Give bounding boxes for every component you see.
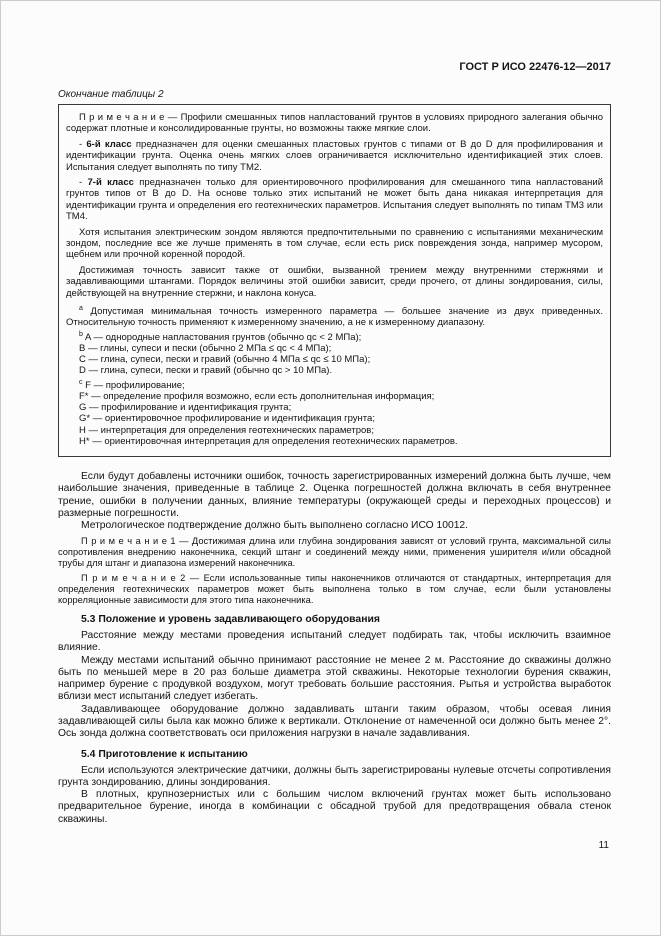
footnote-line [66, 377, 603, 391]
footnote-line [66, 354, 603, 365]
doc-number: ГОСТ Р ИСО 22476-12—2017 [459, 61, 611, 73]
bold-lead: 6-й класс [86, 138, 132, 150]
footnote-line [66, 413, 603, 424]
para-text: Хотя испытания электрическим зондом являются предпочтительными по сравнению с испытаниями механическим зондом, последние все же лучше применять в том случае, если есть риск повреждения зонда, например мусором, щебнем или прочной коренной породой. [66, 226, 603, 261]
footnote-line [66, 436, 603, 447]
footnote-text: H* — ориентировочная интерпретация для определения геотехнических параметров. [79, 435, 458, 447]
bold-lead: 7-й класс [87, 177, 134, 189]
para-prefix: - [79, 138, 87, 150]
footnote-text: A — однородные напластования грунтов (обычно qc < 2 МПа); [82, 331, 362, 343]
footnote-text: H — интерпретация для определения геотехнических параметров; [79, 424, 374, 436]
footnote-marker: b [79, 330, 83, 338]
footnote-text: F — профилирование; [82, 379, 185, 391]
footnote-line [66, 303, 603, 329]
page-number: 11 [598, 840, 609, 852]
footnote-text: G — профилирование и идентификация грунта; [79, 402, 292, 414]
para-text: предназначен только для ориентировочного профилирования для смешанного типа напластований грунтов типов от B до D. На основе только этих испытаний не может быть дана никакая интерпретация для идентификации грунта и определения его геотехнических параметров. Испытания следует выполнять по типам ТМ3 или ТМ4. [66, 177, 603, 223]
footnote-line [66, 329, 603, 343]
section-heading-5-3: 5.3 Положение и уровень задавливающего оборудования [81, 613, 380, 625]
footnote-text: C — глина, супеси, пески и гравий (обычно 4 МПа ≤ qc ≤ 10 МПа); [79, 354, 371, 366]
footnote-text: B — глины, супеси и пески (обычно 2 МПа ≤ qc < 4 МПа); [79, 343, 332, 355]
footnote-line [66, 391, 603, 402]
para-text: Достижимая точность зависит также от ошибки, вызванной трением между внутренними стержнями и задавливающими штангами. Порядок величины этой ошибки зависит, среди прочего, от длины зондирования, силы, действующей на внутренние стержни, и наклона конуса. [66, 264, 603, 299]
footnote-marker: c [79, 378, 83, 386]
footnote-text: G* — ориентировочное профилирование и идентификация грунта; [79, 413, 375, 425]
footnote-text: Допустимая минимальная точность измеренного параметра — большее значение из двух приведенных. Относительную точность применяют к измеренному значению, а не к измеренному диапазону. [66, 306, 603, 329]
para-text: предназначен для оценки смешанных пластовых грунтов с типами от B до D для профилирования и идентификации грунта. Оценка очень мягких слоев ограничивается исключительно идентификацией этих слоев. Испытания следует выполнять по типу ТМ2. [66, 138, 603, 173]
para-prefix: - [79, 177, 88, 189]
table-continuation-caption: Окончание таблицы 2 [58, 89, 164, 100]
note-paragraph: П р и м е ч а н и е 2 — Если использованные типы наконечников отличаются от стандартных, интерпретация для определения геотехнических параметров может быть выполнена только в том случае, если были установлены корреляционные зависимости для этого типа наконечника. [58, 573, 611, 606]
body-paragraph: Если используются электрические датчики, должны быть зарегистрированы нулевые отсчеты сопротивления грунта зондированию, длины зондирования. [58, 764, 611, 788]
footnote-line [66, 402, 603, 413]
body-paragraph: Расстояние между местами проведения испытаний следует подбирать так, чтобы исключить взаимное влияние. [58, 629, 611, 654]
note-paragraph [66, 112, 603, 135]
note-paragraph [66, 265, 603, 299]
note-paragraph [66, 139, 603, 173]
footnote-text: F* — определение профиля возможно, если есть дополнительная информация; [79, 390, 435, 402]
footnote-line [66, 425, 603, 436]
body-paragraph: В плотных, крупнозернистых или с большим числом включений грунтах может быть использовано предварительное бурение, иногда в комбинации с обсадной трубой для предотвращения обвала стенок скважины. [58, 789, 611, 825]
body-text [58, 471, 611, 826]
table-footnotes [66, 303, 603, 447]
body-paragraph: Метрологическое подтверждение должно быть выполнено согласно ИСО 10012. [81, 520, 469, 532]
footnote-line [66, 343, 603, 354]
body-paragraph: Между местами испытаний обычно принимают расстояние не менее 2 м. Расстояние до скважины должно быть по меньшей мере в 20 раз больше диаметра этой скважины. Некоторые технологии бурения скважин, например бурение с продувкой воздухом, могут требовать большие расстояния. Рытья и устройства выработок вблизи мест испытаний следует избегать. [58, 654, 611, 703]
footnote-line [66, 365, 603, 376]
note-paragraph: П р и м е ч а н и е 1 — Достижимая длина или глубина зондирования зависят от условий грунта, максимальной силы сопротивления внедрению наконечника, секций штанг и соединений между ними, применения уширителя и/или обсадной трубы для штанг и диапазона измерений наконечника. [58, 536, 611, 569]
table-notes-box [58, 104, 611, 457]
note-paragraph [66, 177, 603, 223]
para-text: П р и м е ч а н и е — Профили смешанных типов напластований грунтов в условиях природного залегания обычно содержат плотные и консолидированные грунты, но возможны также мягкие слои. [66, 112, 603, 135]
body-paragraph: Если будут добавлены источники ошибок, точность зарегистрированных измерений должна быть лучше, чем наибольшие значения, приведенные в таблице 2. Оценка погрешностей должна включать в себя внутреннее трение, ошибки в получении данных, влияние температуры (окружающей среды и переходных процессов) и размерные погрешности. [58, 471, 611, 519]
body-paragraph: Задавливающее оборудование должно задавливать штанги таким образом, чтобы осевая линия задавливающей силы была как можно ближе к вертикали. Отклонение от намеченной оси должно быть менее 2°. Ось зонда должна соответствовать оси приложения нагрузки в начале задавливания. [58, 703, 611, 740]
footnote-text: D — глина, супеси, пески и гравий (обычно qc > 10 МПа). [79, 365, 333, 377]
section-heading-5-4: 5.4 Приготовление к испытанию [81, 748, 248, 760]
footnote-marker: a [79, 305, 83, 313]
note-paragraph [66, 227, 603, 261]
